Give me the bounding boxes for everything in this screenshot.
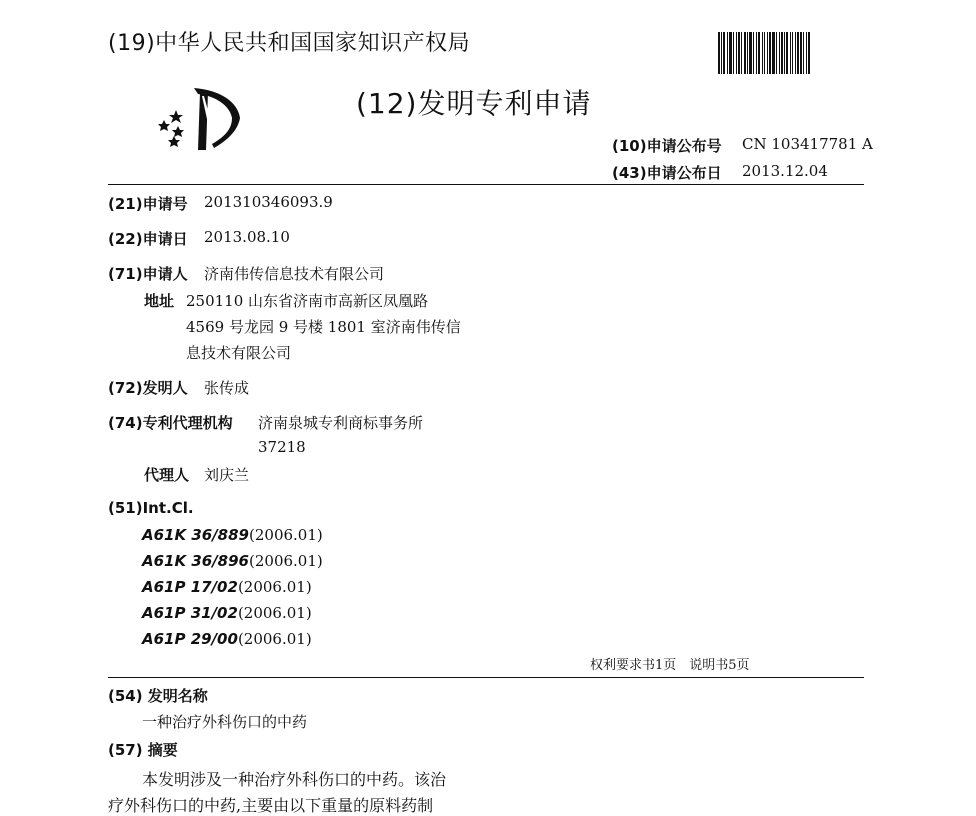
ipc-version: (2006.01)	[249, 526, 323, 544]
publication-number-label: (10)申请公布号	[612, 137, 722, 155]
ipc-code: A61K 36/896	[142, 552, 249, 570]
address-line: 4569 号龙园 9 号楼 1801 室济南伟传信	[186, 318, 461, 336]
agent: 刘庆兰	[204, 466, 250, 484]
divider-bottom	[108, 677, 864, 678]
inventor: 张传成	[204, 379, 250, 397]
address-line: 息技术有限公司	[186, 344, 292, 362]
ipc-entry	[142, 577, 312, 596]
publication-number: CN 103417781 A	[742, 135, 873, 153]
cnipa-logo-icon	[154, 84, 246, 154]
barcode	[718, 32, 864, 74]
ipc-label: (51)Int.Cl.	[108, 499, 194, 517]
address-label: 地址	[144, 292, 175, 310]
ipc-version: (2006.01)	[237, 578, 312, 596]
page-counts: 权利要求书1页 说明书5页	[590, 658, 750, 673]
inventor-label: (72)发明人	[108, 379, 188, 397]
ipc-entry	[142, 551, 323, 570]
abstract-label: (57) 摘要	[108, 741, 178, 759]
ipc-entry	[142, 603, 312, 622]
document-type-title: (12)发明专利申请	[356, 87, 592, 120]
invention-title-label: (54) 发明名称	[108, 687, 208, 705]
application-date-label: (22)申请日	[108, 230, 188, 248]
application-date: 2013.08.10	[204, 228, 290, 246]
abstract-line: 本发明涉及一种治疗外科伤口的中药。该治	[142, 770, 447, 789]
ipc-code: A61K 36/889	[142, 526, 249, 544]
ipc-code: A61P 29/00	[142, 630, 238, 648]
publication-date: 2013.12.04	[742, 162, 828, 180]
patent-agency-label: (74)专利代理机构	[108, 414, 233, 432]
ipc-version: (2006.01)	[237, 604, 312, 622]
publication-date-label: (43)申请公布日	[612, 164, 722, 182]
ipc-entry	[142, 629, 312, 648]
divider-top	[108, 184, 864, 185]
ipc-code: A61P 17/02	[142, 578, 238, 596]
ipc-version: (2006.01)	[249, 552, 323, 570]
applicant: 济南伟传信息技术有限公司	[204, 265, 385, 283]
patent-agency: 济南泉城专利商标事务所	[258, 414, 424, 432]
ipc-version: (2006.01)	[237, 630, 312, 648]
applicant-label: (71)申请人	[108, 265, 188, 283]
application-number: 201310346093.9	[204, 193, 333, 211]
ipc-code: A61P 31/02	[142, 604, 238, 622]
issuing-authority: (19)中华人民共和国国家知识产权局	[108, 31, 471, 56]
patent-agency-code: 37218	[258, 438, 306, 456]
application-number-label: (21)申请号	[108, 195, 188, 213]
invention-title: 一种治疗外科伤口的中药	[142, 713, 308, 731]
agent-label: 代理人	[144, 466, 190, 484]
abstract-line: 疗外科伤口的中药,主要由以下重量的原料药制	[108, 796, 434, 815]
ipc-entry	[142, 525, 323, 544]
address-line: 250110 山东省济南市高新区凤凰路	[186, 292, 429, 310]
